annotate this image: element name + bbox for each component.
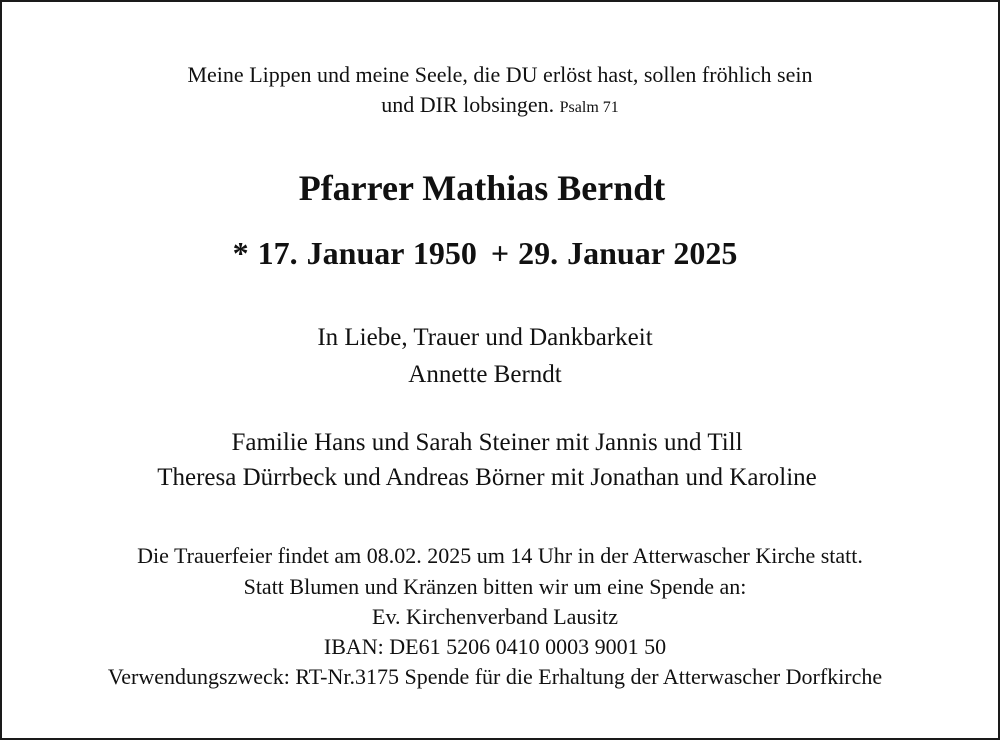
funeral-ceremony: Die Trauerfeier findet am 08.02. 2025 um 14 Uhr in der Atterwascher Kirche statt. — [137, 543, 863, 568]
donation-purpose: Verwendungszweck: RT-Nr.3175 Spende für die Erhaltung der Atterwascher Dorfkirche — [107, 664, 883, 689]
mourning-intro: In Liebe, Trauer und Dankbarkeit — [317, 324, 653, 351]
donation-iban: IBAN: DE61 5206 0410 0003 9001 50 — [323, 634, 667, 659]
life-dates — [2, 235, 998, 272]
spouse-name: Annette Berndt — [408, 361, 562, 388]
donation-request: Statt Blumen und Kränzen bitten wir um eine Spende an: — [243, 574, 747, 599]
verse-line-2-text: und DIR lobsingen. — [381, 92, 555, 117]
verse-line-2 — [2, 92, 998, 118]
family-line-2: Theresa Dürrbeck und Andreas Börner mit Jonathan und Karoline — [157, 464, 817, 491]
deceased-name: Pfarrer Mathias Berndt — [298, 168, 666, 208]
donation-recipient: Ev. Kirchenverband Lausitz — [372, 604, 618, 629]
birth-date: * 17. Januar 1950 — [232, 235, 477, 271]
family-line-1: Familie Hans und Sarah Steiner mit Jannis und Till — [231, 429, 743, 456]
verse-source: Psalm 71 — [559, 99, 619, 116]
death-date: + 29. Januar 2025 — [490, 235, 738, 271]
verse-line-1: Meine Lippen und meine Seele, die DU erlöst hast, sollen fröhlich sein — [187, 62, 813, 87]
